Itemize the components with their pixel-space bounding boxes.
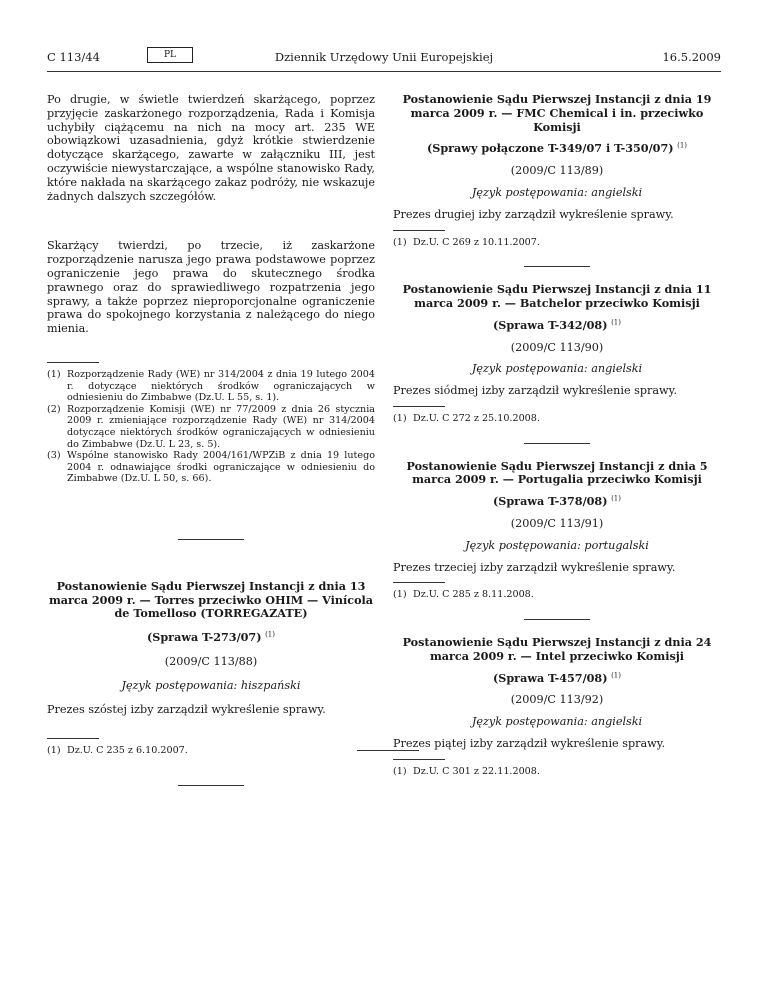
- footnote-mark: (1): [393, 236, 407, 248]
- case-number: (Sprawa T-378/08): [492, 494, 608, 509]
- footnote-ref: (1): [611, 670, 621, 679]
- footnote: [47, 450, 375, 485]
- section-separator: [178, 785, 244, 786]
- footnote: [393, 413, 721, 425]
- page-end-separator: [357, 750, 419, 751]
- oj-number: (2009/C 113/89): [510, 164, 604, 178]
- journal-title: Dziennik Urzędowy Unii Europejskiej: [274, 50, 494, 64]
- case-reference: [47, 631, 375, 645]
- footnote-text: Dz.U. C 272 z 25.10.2008.: [413, 412, 540, 424]
- case-title: Postanowienie Sądu Pierwszej Instancji z dnia 13 marca 2009 r. — Torres przeciwko OHIM — Vinícola de Tomelloso (TORREGAZATE): [48, 578, 374, 621]
- order-text: Prezes drugiej izby zarządził wykreślenie sprawy.: [393, 207, 674, 221]
- footnote-mark: (1): [393, 412, 407, 424]
- right-column: [393, 93, 721, 777]
- case-title: Postanowienie Sądu Pierwszej Instancji z dnia 19 marca 2009 r. — FMC Chemical i in. przeciwko Komisji: [402, 92, 712, 134]
- footnote-text: Dz.U. C 235 z 6.10.2007.: [67, 745, 188, 757]
- oj-number: (2009/C 113/91): [510, 516, 604, 530]
- footnote-text: Rozporządzenie Rady (WE) nr 314/2004 z dnia 19 lutego 2004 r. dotyczące niektórych środków ograniczających w odniesieniu do Zimbabwe (Dz.U. L 55, s. 1).: [67, 368, 375, 404]
- paragraph: Po drugie, w świetle twierdzeń skarżącego, poprzez przyjęcie zaskarżonego rozporządzenia, Rada i Komisja uchybiły ciążącemu na nich na mocy art. 235 WE obowiązkowi uzasadnienia, gdyż krótkie stwierdzenie dotyczące skarżącego, zawarte w załączniku III, jest oczywiście niewystarczające, a wspólne stanowisko Rady, które nakłada na skarżącego zakaz podróży, nie wskazuje żadnych dalszych szczegółów.: [47, 93, 375, 203]
- paragraph: Skarżący twierdzi, po trzecie, iż zaskarżone rozporządzenie narusza jego prawa podstawowe poprzez ograniczenie jego prawa do skutecznego środka prawnego oraz do sprawiedliwego rozpatrzenia jego sprawy, a także poprzez nieproporcjonalne ograniczenie prawa do spokojnego korzystania z należącego do niego mienia.: [47, 239, 375, 336]
- footnote-text: Dz.U. C 301 z 22.11.2008.: [413, 765, 540, 777]
- footnote: [47, 369, 375, 404]
- case-number: (Sprawa T-273/07): [146, 630, 262, 645]
- footnote-mark: (1): [393, 589, 407, 601]
- footnote-ref: (1): [611, 318, 621, 327]
- order-text: Prezes szóstej izby zarządził wykreślenie sprawy.: [47, 702, 326, 716]
- language-of-proceedings: Język postępowania: angielski: [471, 185, 643, 199]
- case-reference: [393, 672, 721, 686]
- case-reference: [393, 142, 721, 156]
- journal-reference: C 113/44: [47, 50, 100, 64]
- footnote-ref: (1): [265, 630, 275, 639]
- oj-number: (2009/C 113/90): [510, 340, 604, 354]
- footnote-mark: (3): [47, 450, 61, 462]
- footnote-text: Rozporządzenie Komisji (WE) nr 77/2009 z dnia 26 stycznia 2009 r. zmieniające rozporządzenie Rady (WE) nr 314/2004 dotyczące niektórych środków ograniczających w odniesieniu do Zimbabwe (Dz.U. L 23, s. 5).: [67, 403, 375, 450]
- footnote-text: Dz.U. C 269 z 10.11.2007.: [413, 236, 540, 248]
- language-badge: PL: [147, 47, 193, 63]
- page-header: [47, 47, 721, 67]
- order-text: Prezes piątej izby zarządził wykreślenie sprawy.: [393, 736, 666, 750]
- footnote-mark: (1): [47, 368, 61, 380]
- footnote-text: Dz.U. C 285 z 8.11.2008.: [413, 589, 534, 601]
- oj-number: (2009/C 113/92): [510, 693, 604, 707]
- order-text: Prezes siódmej izby zarządził wykreślenie sprawy.: [393, 384, 678, 398]
- case-reference: [393, 319, 721, 333]
- footnote-mark: (2): [47, 403, 61, 415]
- footnote: [47, 404, 375, 450]
- oj-number: (2009/C 113/88): [164, 655, 258, 669]
- language-of-proceedings: Język postępowania: portugalski: [465, 538, 649, 552]
- order-text: Prezes trzeciej izby zarządził wykreślenie sprawy.: [393, 560, 676, 574]
- language-of-proceedings: Język postępowania: angielski: [471, 362, 643, 376]
- left-column: [47, 93, 375, 786]
- case-title: Postanowienie Sądu Pierwszej Instancji z dnia 24 marca 2009 r. — Intel przeciwko Komisji: [402, 634, 712, 663]
- case-title: Postanowienie Sądu Pierwszej Instancji z dnia 11 marca 2009 r. — Batchelor przeciwko Komisji: [402, 282, 712, 310]
- footnote: [393, 237, 721, 249]
- footnote-ref: (1): [677, 141, 688, 150]
- case-reference: [393, 495, 721, 509]
- case-title: Postanowienie Sądu Pierwszej Instancji z dnia 5 marca 2009 r. — Portugalia przeciwko Komisji: [406, 458, 708, 487]
- language-of-proceedings: Język postępowania: angielski: [471, 715, 643, 729]
- issue-date: 16.5.2009: [662, 50, 721, 64]
- case-number: (Sprawa T-342/08): [492, 317, 608, 332]
- language-of-proceedings: Język postępowania: hiszpański: [121, 678, 301, 692]
- footnote-text: Wspólne stanowisko Rady 2004/161/WPZiB z dnia 19 lutego 2004 r. odnawiające środki ograniczające w odniesieniu do Zimbabwe (Dz.U. L 50, s. 66).: [67, 450, 375, 485]
- footnote: [47, 745, 375, 757]
- case-number: (Sprawy połączone T-349/07 i T-350/07): [426, 141, 674, 156]
- footnote: [393, 766, 721, 778]
- footnote-mark: (1): [393, 765, 407, 777]
- footnote-mark: (1): [47, 745, 61, 757]
- footnote: [393, 589, 721, 601]
- case-number: (Sprawa T-457/08): [492, 670, 608, 685]
- footnote-ref: (1): [611, 494, 621, 503]
- header-divider: [47, 71, 721, 72]
